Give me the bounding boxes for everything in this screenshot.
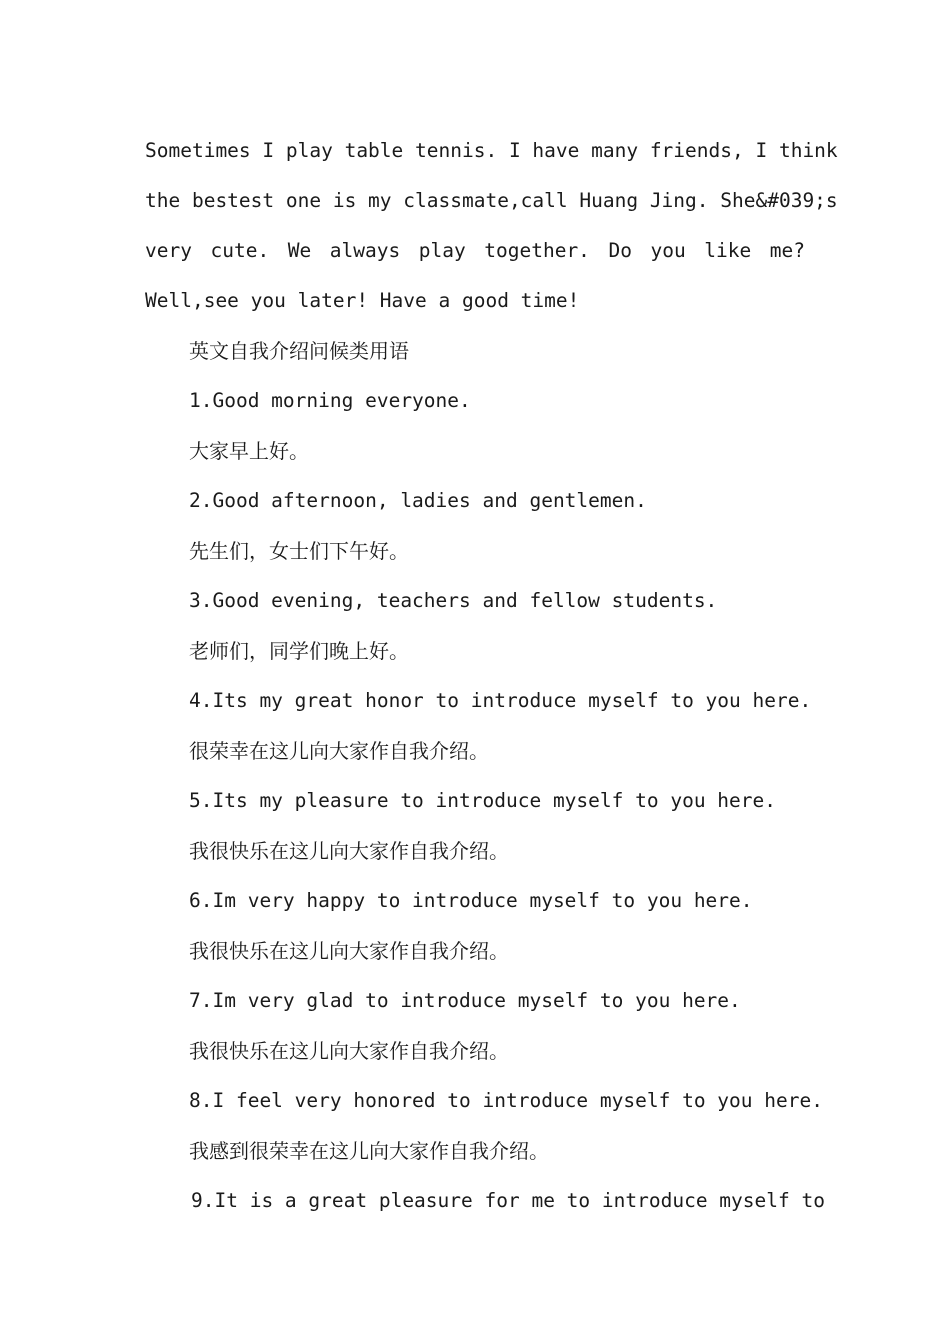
paragraph-line-3: very cute. We always play together. Do you like me?: [145, 239, 805, 262]
item-2-chinese: 先生们，女士们下午好。: [189, 539, 409, 563]
item-2-english: 2.Good afternoon, ladies and gentlemen.: [189, 489, 647, 512]
item-5-english: 5.Its my pleasure to introduce myself to you here.: [189, 789, 776, 812]
item-7-chinese: 我很快乐在这儿向大家作自我介绍。: [189, 1039, 509, 1063]
item-7-english: 7.Im very glad to introduce myself to you here.: [189, 989, 741, 1012]
item-5-chinese: 我很快乐在这儿向大家作自我介绍。: [189, 839, 509, 863]
item-9-english: 9.It is a great pleasure for me to introduce myself to: [191, 1189, 825, 1212]
item-1-english: 1.Good morning everyone.: [189, 389, 471, 412]
item-6-english: 6.Im very happy to introduce myself to you here.: [189, 889, 753, 912]
item-1-chinese: 大家早上好。: [189, 439, 309, 463]
paragraph-line-4: Well,see you later! Have a good time!: [145, 289, 580, 312]
item-6-chinese: 我很快乐在这儿向大家作自我介绍。: [189, 939, 509, 963]
item-3-chinese: 老师们，同学们晚上好。: [189, 639, 409, 663]
item-8-chinese: 我感到很荣幸在这儿向大家作自我介绍。: [189, 1139, 549, 1163]
item-4-chinese: 很荣幸在这儿向大家作自我介绍。: [189, 739, 489, 763]
item-8-english: 8.I feel very honored to introduce myself to you here.: [189, 1089, 823, 1112]
paragraph-line-1: Sometimes I play table tennis. I have many friends, I think: [145, 139, 838, 162]
item-3-english: 3.Good evening, teachers and fellow students.: [189, 589, 718, 612]
item-4-english: 4.Its my great honor to introduce myself to you here.: [189, 689, 812, 712]
section-title: 英文自我介绍问候类用语: [189, 339, 409, 363]
paragraph-line-2: the bestest one is my classmate,call Huang Jing. She&#039;s: [145, 189, 838, 212]
